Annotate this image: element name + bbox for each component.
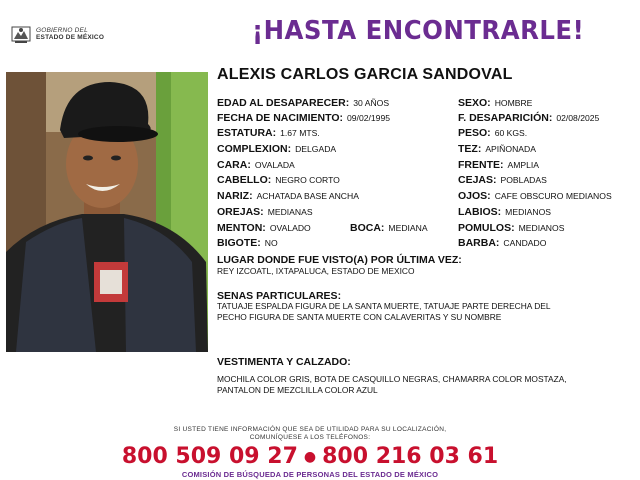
field-orejas-value: MEDIANAS — [267, 207, 313, 217]
vestimenta-label: VESTIMENTA Y CALZADO: — [217, 356, 351, 368]
phone-number-1[interactable]: 800 509 09 27 — [121, 444, 298, 469]
person-photo-image — [6, 72, 208, 352]
footer-info-line-2: COMUNÍQUESE A LOS TELÉFONOS: — [249, 434, 371, 441]
field-barba — [458, 237, 546, 249]
phone-separator: ● — [303, 449, 317, 465]
field-cara-label: CARA: — [217, 159, 251, 171]
field-frente-value: AMPLIA — [507, 160, 540, 170]
field-cara — [217, 159, 295, 171]
field-complexion — [217, 143, 336, 155]
field-sexo-label: SEXO: — [458, 97, 491, 109]
field-labios — [458, 206, 551, 218]
field-labios-label: LABIOS: — [458, 206, 502, 218]
field-tez-label: TEZ: — [458, 143, 482, 155]
field-fecha-desaparicion-value: 02/08/2025 — [556, 113, 600, 123]
field-frente — [458, 159, 539, 171]
field-orejas-label: OREJAS: — [217, 206, 264, 218]
lugar-label: LUGAR DONDE FUE VISTO(A) POR ÚLTIMA VEZ: — [217, 254, 462, 266]
field-nariz-label: NARIZ: — [217, 190, 253, 202]
field-pomulos-value: MEDIANOS — [518, 223, 565, 233]
logo-line-1: GOBIERNO DEL — [36, 27, 88, 34]
phone-numbers — [0, 444, 620, 469]
field-fecha-nacimiento-value: 09/02/1995 — [347, 113, 391, 123]
field-cejas — [458, 174, 547, 186]
field-complexion-value: DELGADA — [295, 144, 337, 154]
field-cejas-value: POBLADAS — [500, 175, 547, 185]
field-peso — [458, 127, 527, 139]
logo-line-2: ESTADO DE MÉXICO — [36, 34, 105, 41]
field-pomulos — [458, 222, 564, 234]
field-ojos-value: CAFE OBSCURO MEDIANOS — [494, 191, 612, 201]
field-cabello — [217, 174, 340, 186]
field-edad-value: 30 AÑOS — [353, 98, 390, 108]
field-nariz — [217, 190, 359, 202]
field-nariz-value: ACHATADA BASE ANCHA — [256, 191, 359, 201]
field-sexo — [458, 97, 532, 109]
field-fecha-nacimiento-label: FECHA DE NACIMIENTO: — [217, 112, 343, 124]
state-emblem-icon — [10, 23, 32, 45]
field-menton-label: MENTON: — [217, 222, 266, 234]
field-ojos-label: OJOS: — [458, 190, 491, 202]
footer-info-line-1: SI USTED TIENE INFORMACIÓN QUE SEA DE UTILIDAD PARA SU LOCALIZACIÓN, — [173, 426, 447, 433]
field-complexion-label: COMPLEXION: — [217, 143, 292, 155]
person-name: ALEXIS CARLOS GARCIA SANDOVAL — [217, 66, 513, 83]
field-peso-label: PESO: — [458, 127, 491, 139]
field-bigote-label: BIGOTE: — [217, 237, 261, 249]
field-boca-label: BOCA: — [350, 222, 385, 234]
field-fecha-nacimiento — [217, 112, 390, 124]
field-boca-value: MEDIANA — [388, 223, 428, 233]
field-labios-value: MEDIANOS — [505, 207, 552, 217]
phone-number-2[interactable]: 800 216 03 61 — [322, 444, 499, 469]
field-barba-label: BARBA: — [458, 237, 500, 249]
vestimenta-line-2: PANTALON DE MEZCLILLA COLOR AZUL — [217, 385, 378, 395]
field-edad — [217, 97, 389, 109]
senas-line-2: PECHO FIGURA DE SANTA MUERTE CON CALAVERITAS Y SU NOMBRE — [217, 312, 502, 322]
field-menton-value: OVALADO — [269, 223, 311, 233]
field-tez-value: APIÑONADA — [485, 144, 536, 154]
headline: ¡HASTA ENCONTRARLE! — [252, 16, 585, 46]
field-fecha-desaparicion-label: F. DESAPARICIÓN: — [458, 112, 553, 124]
field-frente-label: FRENTE: — [458, 159, 504, 171]
field-cabello-label: CABELLO: — [217, 174, 272, 186]
government-logo — [10, 22, 120, 46]
field-ojos — [458, 190, 612, 202]
field-cara-value: OVALADA — [254, 160, 295, 170]
missing-person-photo — [6, 72, 208, 352]
field-estatura-value: 1.67 MTS. — [280, 128, 320, 138]
senas-line-1: TATUAJE ESPALDA FIGURA DE LA SANTA MUERTE, TATUAJE PARTE DERECHA DEL — [217, 301, 551, 311]
field-cabello-value: NEGRO CORTO — [275, 175, 340, 185]
field-boca — [350, 222, 428, 234]
field-menton — [217, 222, 311, 234]
field-estatura-label: ESTATURA: — [217, 127, 277, 139]
commission-name: COMISIÓN DE BÚSQUEDA DE PERSONAS DEL ESTADO DE MÉXICO — [181, 470, 439, 479]
field-sexo-value: HOMBRE — [494, 98, 533, 108]
field-cejas-label: CEJAS: — [458, 174, 497, 186]
field-peso-value: 60 KGS. — [494, 128, 528, 138]
field-orejas — [217, 206, 313, 218]
field-edad-label: EDAD AL DESAPARECER: — [217, 97, 350, 109]
field-tez — [458, 143, 536, 155]
field-pomulos-label: POMULOS: — [458, 222, 515, 234]
vestimenta-line-1: MOCHILA COLOR GRIS, BOTA DE CASQUILLO NEGRAS, CHAMARRA COLOR MOSTAZA, — [217, 374, 567, 384]
field-estatura — [217, 127, 320, 139]
lugar-value: REY IZCOATL, IXTAPALUCA, ESTADO DE MEXICO — [217, 266, 415, 276]
field-fecha-desaparicion — [458, 112, 599, 124]
field-bigote-value: NO — [264, 238, 278, 248]
senas-label: SENAS PARTICULARES: — [217, 290, 342, 302]
field-bigote — [217, 237, 278, 249]
field-barba-value: CANDADO — [503, 238, 547, 248]
